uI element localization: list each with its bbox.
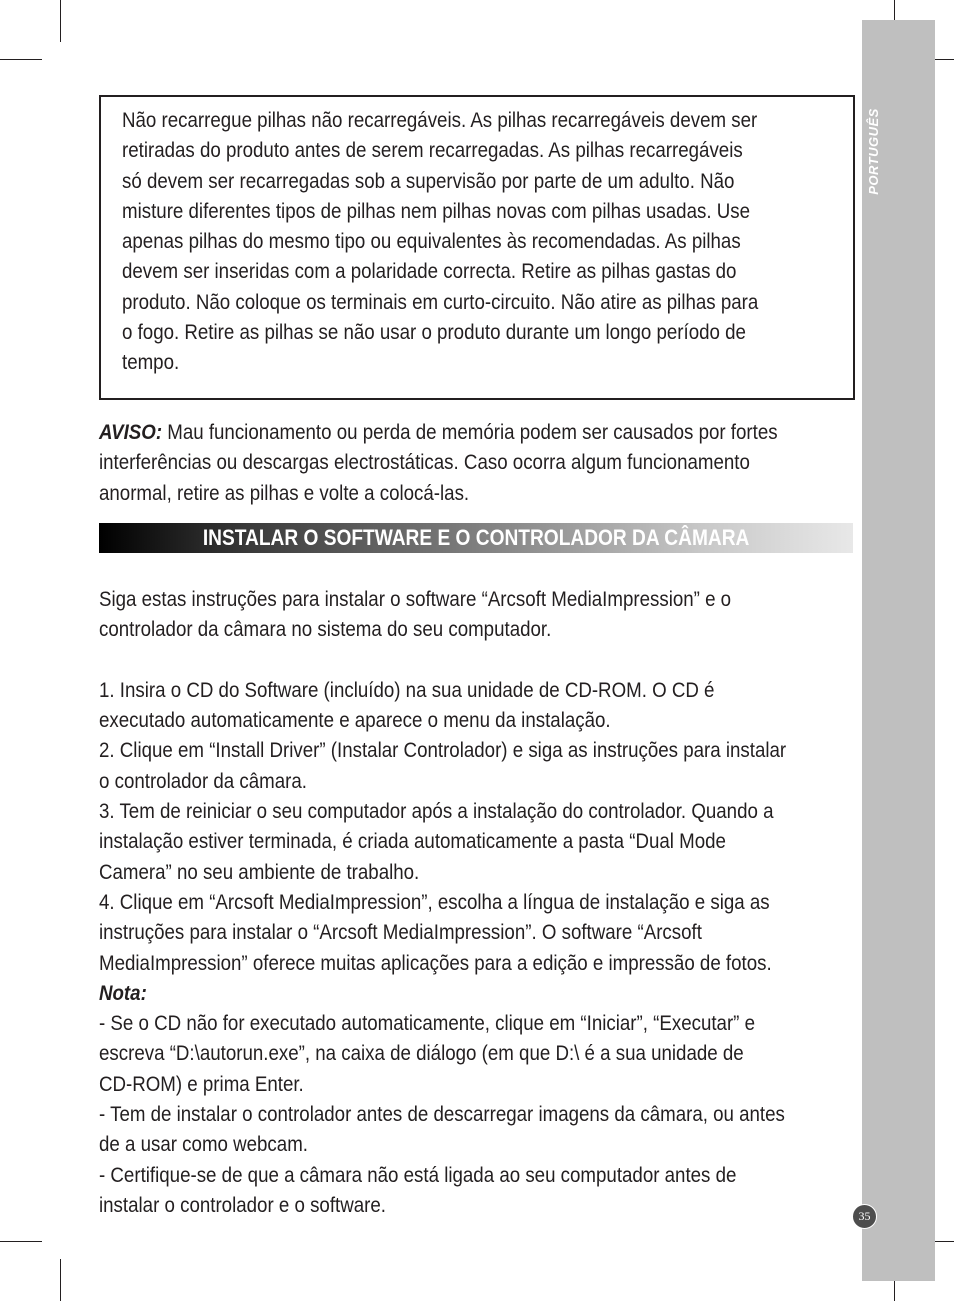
note-line: - Tem de instalar o controlador antes de descarregar imagens da câmara, ou antes: [99, 1102, 785, 1127]
note-line: de a usar como webcam.: [99, 1132, 308, 1157]
step-line: o controlador da câmara.: [99, 768, 307, 793]
step-line: 2. Clique em “Install Driver” (Instalar Controlador) e siga as instruções para instalar: [99, 738, 787, 763]
aviso-line: [99, 417, 847, 447]
crop-mark: [0, 59, 42, 60]
step-line: 1. Insira o CD do Software (incluído) na sua unidade de CD-ROM. O CD é: [99, 677, 715, 702]
warning-line: apenas pilhas do mesmo tipo ou equivalentes às recomendadas. As pilhas: [122, 229, 741, 254]
aviso-line: anormal, retire as pilhas e volte a colocá-las.: [99, 480, 470, 505]
aviso-lead: AVISO:: [99, 420, 163, 444]
step-line: Camera” no seu ambiente de trabalho.: [99, 859, 420, 884]
section-heading: [99, 523, 853, 553]
note-line: instalar o controlador e o software.: [99, 1192, 386, 1217]
aviso-text: Mau funcionamento ou perda de memória podem ser causados por fortes: [162, 420, 778, 444]
note-line: CD-ROM) e prima Enter.: [99, 1071, 304, 1096]
page-number-badge: [852, 1204, 877, 1229]
intro-line: Siga estas instruções para instalar o software “Arcsoft MediaImpression” e o: [99, 587, 732, 611]
language-side-label: [862, 96, 884, 206]
section-heading-text: INSTALAR O SOFTWARE E O CONTROLADOR DA CÂMARA: [202, 525, 750, 550]
warning-line: misture diferentes tipos de pilhas nem pilhas novas com pilhas usadas. Use: [122, 198, 750, 223]
warning-line: tempo.: [122, 350, 180, 375]
aviso-line: interferências ou descargas electrostáticas. Caso ocorra algum funcionamento: [99, 450, 750, 475]
paragraph-gap: [99, 645, 847, 675]
note-line: - Se o CD não for executado automaticamente, clique em “Iniciar”, “Executar” e: [99, 1011, 756, 1036]
warning-line: o fogo. Retire as pilhas se não usar o produto durante um longo período de: [122, 320, 746, 345]
warning-line: retiradas do produto antes de serem recarregadas. As pilhas recarregáveis: [122, 138, 743, 163]
instructions-body: [99, 584, 847, 1220]
nota-label: Nota:: [99, 980, 147, 1005]
warning-line: Não recarregue pilhas não recarregáveis. As pilhas recarregáveis devem ser: [122, 108, 758, 132]
step-line: MediaImpression” oferece muitas aplicações para a edição e impressão de fotos.: [99, 950, 772, 975]
page-number: 35: [858, 1209, 871, 1223]
language-label-text: PORTUGUÊS: [865, 107, 881, 195]
aviso-paragraph: [99, 417, 847, 508]
intro-line: controlador da câmara no sistema do seu computador.: [99, 617, 552, 642]
crop-mark: [60, 1259, 61, 1301]
step-line: executado automaticamente e aparece o menu da instalação.: [99, 708, 611, 733]
step-line: instruções para instalar o “Arcsoft MediaImpression”. O software “Arcsoft: [99, 920, 702, 945]
crop-mark: [0, 1241, 42, 1242]
warning-line: devem ser inseridas com a polaridade correcta. Retire as pilhas gastas do: [122, 259, 737, 284]
note-line: - Certifique-se de que a câmara não está ligada ao seu computador antes de: [99, 1162, 737, 1187]
battery-warning-text: [122, 105, 818, 378]
warning-line: produto. Não coloque os terminais em curto-circuito. Não atire as pilhas para: [122, 289, 759, 314]
language-side-tab: [862, 20, 935, 1281]
step-line: 4. Clique em “Arcsoft MediaImpression”, escolha a língua de instalação e siga as: [99, 889, 770, 914]
note-line: escreva “D:\autorun.exe”, na caixa de diálogo (em que D:\ é a sua unidade de: [99, 1041, 744, 1066]
warning-line: só devem ser recarregadas sob a supervisão por parte de um adulto. Não: [122, 168, 735, 193]
step-line: 3. Tem de reiniciar o seu computador após a instalação do controlador. Quando a: [99, 799, 774, 824]
step-line: instalação estiver terminada, é criada automaticamente a pasta “Dual Mode: [99, 829, 726, 854]
crop-mark: [60, 0, 61, 42]
